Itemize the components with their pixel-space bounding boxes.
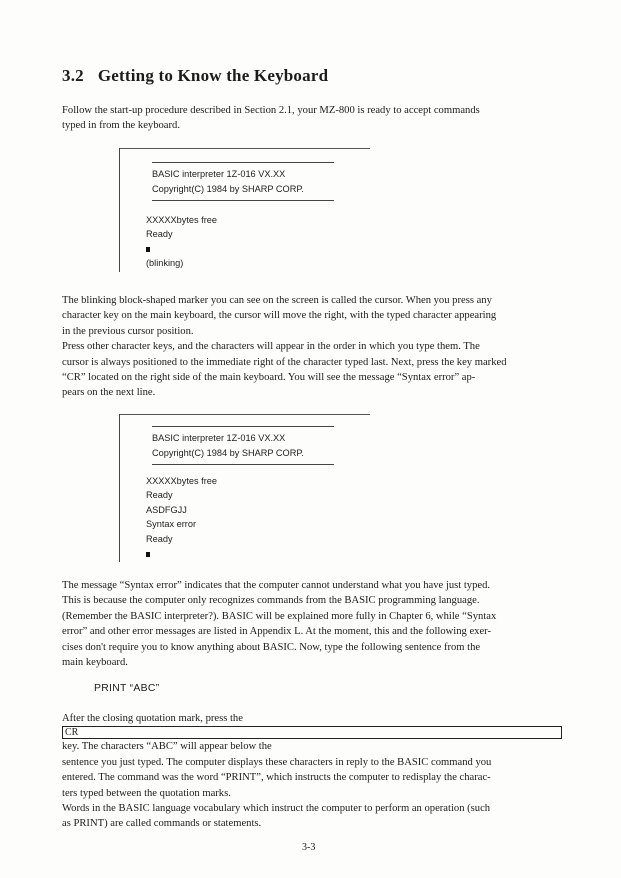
text-line: Press other character keys, and the characters will appear in the order in which you type them. The	[62, 341, 480, 353]
text-fragment: After the closing quotation mark, press the	[62, 713, 243, 724]
screen-header	[152, 162, 334, 201]
text-line: ters typed between the quotation marks.	[62, 787, 231, 799]
screen-display-2	[119, 414, 370, 562]
print-paragraph	[62, 711, 562, 832]
section-title: Getting to Know the Keyboard	[97, 66, 329, 85]
divider	[120, 414, 370, 415]
divider	[120, 148, 370, 149]
screen-display-1	[119, 148, 370, 272]
cursor-line	[146, 547, 150, 561]
text-line: entered. The command was the word “PRINT”, which instructs the computer to redisplay the charac-	[62, 772, 491, 784]
copyright-line: Copyright(C) 1984 by SHARP CORP.	[152, 184, 304, 194]
text-line: typed in from the keyboard.	[62, 120, 180, 132]
copyright-line: Copyright(C) 1984 by SHARP CORP.	[152, 448, 304, 458]
text-line: cursor is always positioned to the immediate right of the character typed last. Next, press the key marked	[62, 356, 507, 368]
text-line: pears on the next line.	[62, 387, 156, 399]
text-line: cises don't require you to know anything about BASIC. Now, type the following sentence from the	[62, 641, 481, 653]
ready-line: Ready	[146, 490, 173, 500]
intro-paragraph	[62, 103, 562, 134]
bytes-free-line: XXXXXbytes free	[146, 215, 217, 225]
text-line: The message “Syntax error” indicates that the computer cannot understand what you have just typed.	[62, 580, 491, 591]
blinking-note: (blinking)	[146, 258, 184, 268]
text-line: as PRINT) are called commands or statements.	[62, 818, 262, 830]
text-line: character key on the main keyboard, the cursor will move the right, with the typed character appearing	[62, 310, 497, 322]
section-heading	[62, 66, 328, 86]
text-line: error” and other error messages are listed in Appendix L. At the moment, this and the following exer-	[62, 626, 492, 638]
text-line: “CR” located on the right side of the main keyboard. You will see the message “Syntax error” ap-	[62, 372, 476, 384]
syntax-error-line: Syntax error	[146, 519, 197, 529]
section-number: 3.2	[62, 66, 84, 85]
interpreter-line: BASIC interpreter 1Z-016 VX.XX	[152, 433, 286, 443]
interpreter-line: BASIC interpreter 1Z-016 VX.XX	[152, 169, 286, 179]
text-line: The blinking block-shaped marker you can see on the screen is called the cursor. When you press any	[62, 295, 492, 306]
text-line: sentence you just typed. The computer displays these characters in reply to the BASIC command you	[62, 756, 492, 768]
bytes-free-line: XXXXXbytes free	[146, 476, 217, 486]
cursor-line	[146, 242, 150, 256]
ready-line: Ready	[146, 229, 173, 239]
ready-line: Ready	[146, 534, 173, 544]
code-example: PRINT “ABC”	[94, 683, 160, 694]
syntax-error-paragraph	[62, 578, 562, 670]
text-line: main keyboard.	[62, 657, 128, 669]
cr-key-icon: CR	[62, 726, 562, 739]
text-line: Follow the start-up procedure described in Section 2.1, your MZ-800 is ready to accept commands	[62, 105, 480, 116]
text-line	[62, 711, 562, 755]
text-line: (Remember the BASIC interpreter?). BASIC will be explained more fully in Chapter 6, while “Syntax	[62, 610, 497, 622]
typed-input-line: ASDFGJJ	[146, 505, 187, 515]
cursor-block-icon	[146, 552, 150, 557]
text-line: Words in the BASIC language vocabulary which instruct the computer to perform an operation (such	[62, 803, 491, 815]
cursor-block-icon	[146, 247, 150, 252]
cursor-paragraph	[62, 293, 562, 401]
text-fragment: key. The characters “ABC” will appear below the	[62, 741, 272, 753]
screen-header	[152, 426, 334, 465]
text-line: in the previous cursor position.	[62, 325, 194, 337]
page-number: 3-3	[302, 842, 316, 853]
text-line: This is because the computer only recognizes commands from the BASIC programming language.	[62, 595, 480, 607]
